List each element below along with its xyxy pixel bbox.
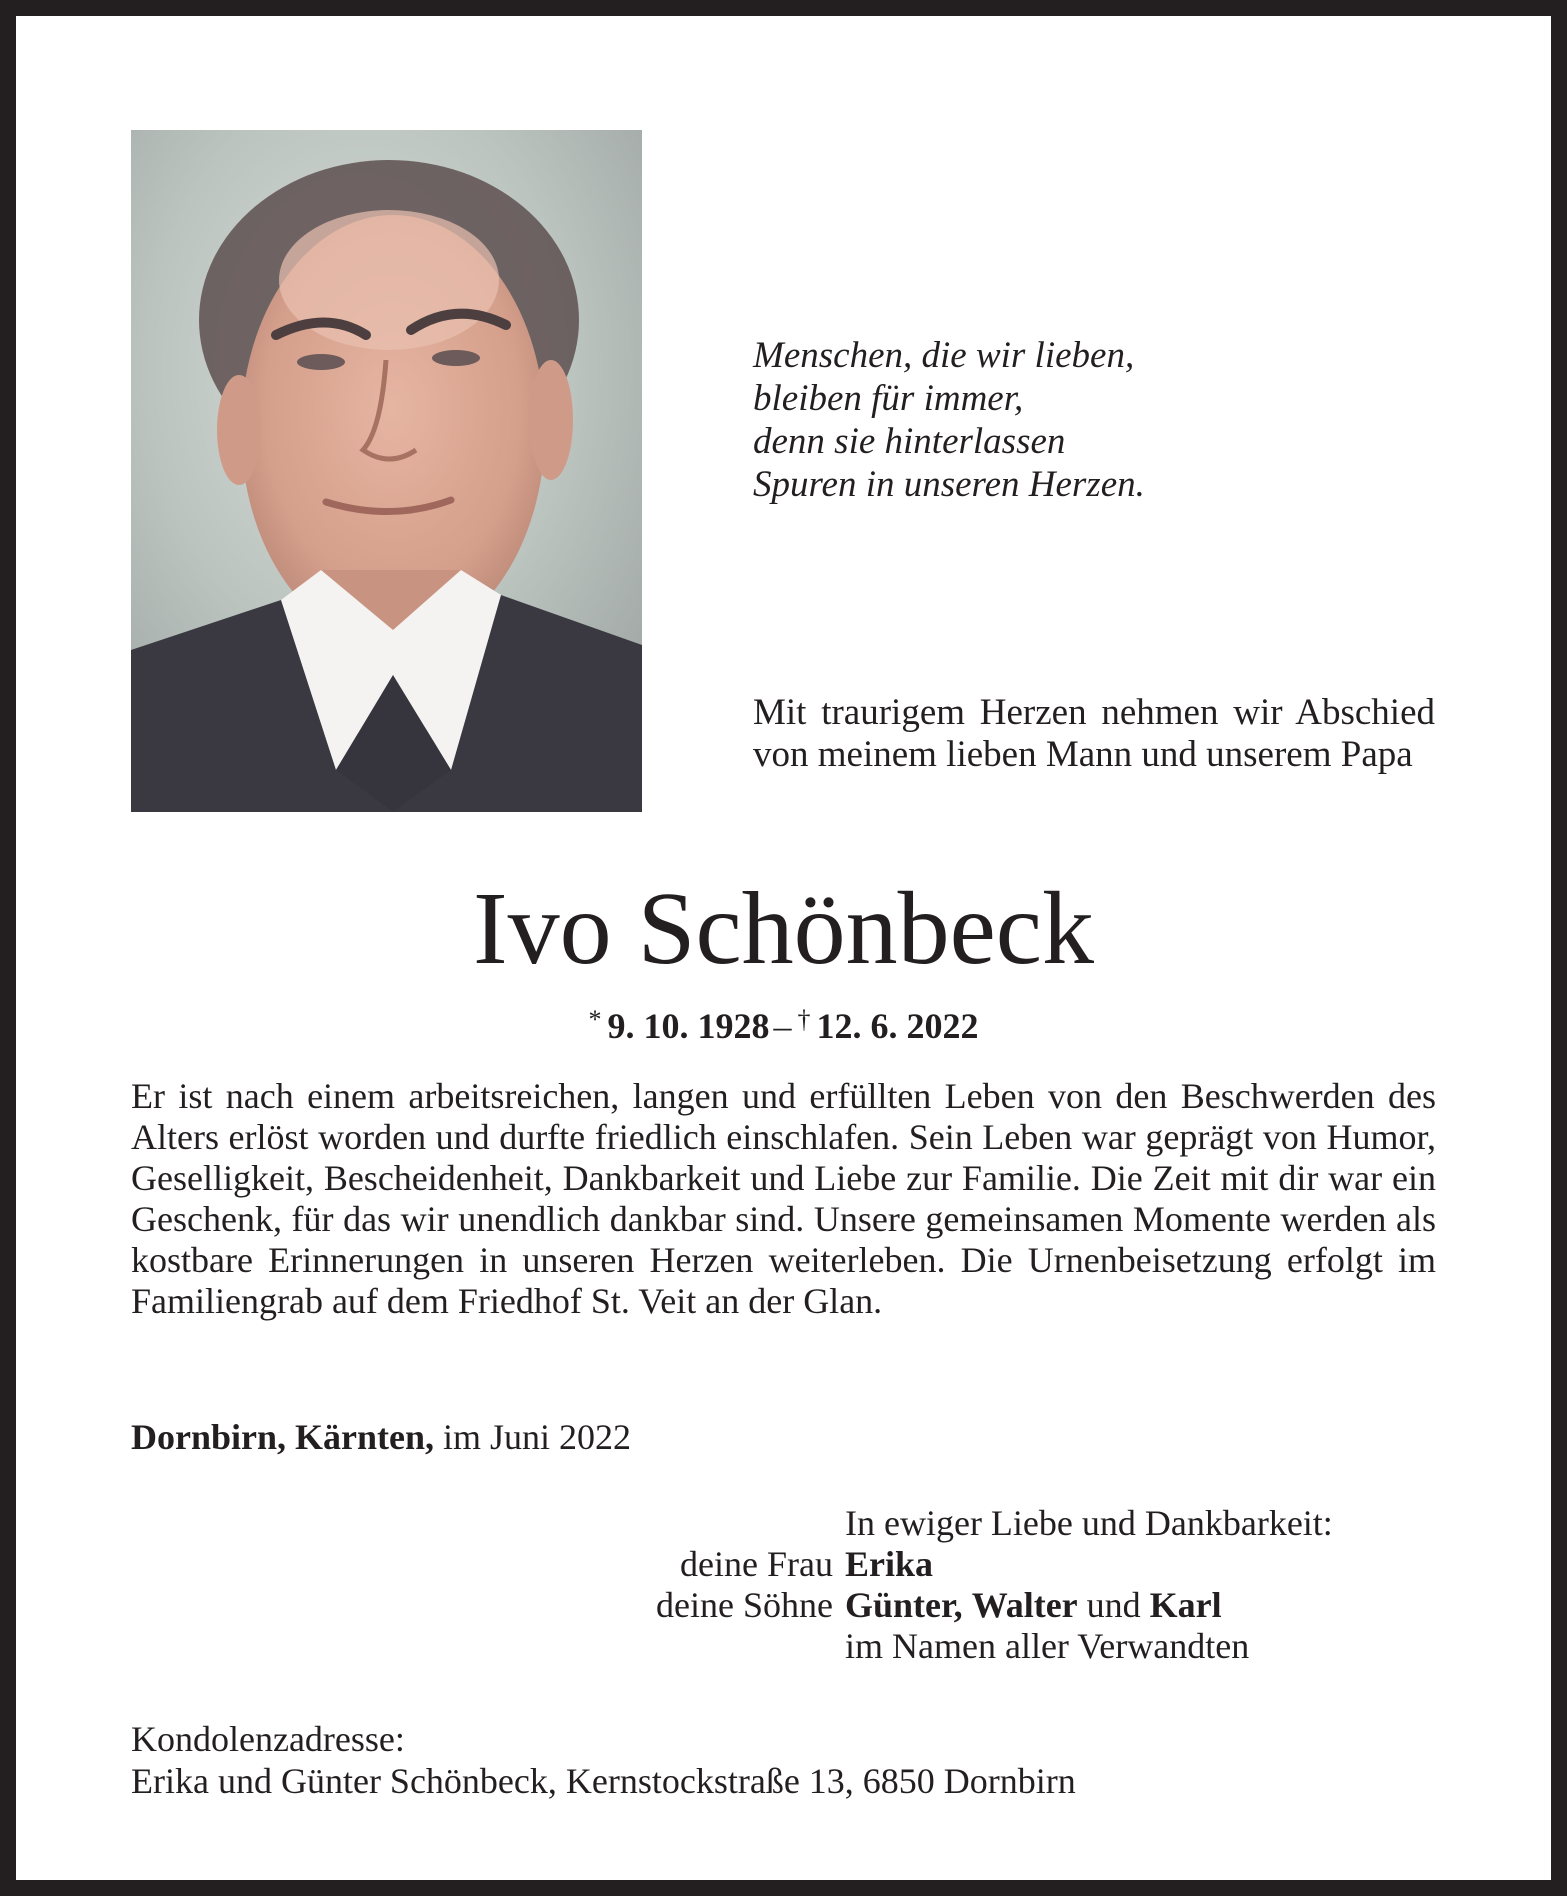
obituary-body-text: Er ist nach einem arbeitsreichen, langen und erfüllten Leben von den Beschwerden des Alters erlöst worden und durfte friedlich einschlafen. Sein Leben war geprägt von Humor, Geselligkeit, Bescheidenheit, Dankbarkeit und Liebe zur Familie. Die Zeit mit dir war ein Geschenk, für das wir unendlich dankbar sind. Unsere gemeinsamen Momente werden als kostbare Erinnerungen in unseren Herzen weiterleben. Die Urnenbeisetzung erfolgt im Familiengrab auf dem Friedhof St. Veit an der Glan.: [131, 1076, 1436, 1321]
deceased-name: Ivo Schönbeck: [473, 871, 1094, 986]
place-location: Dornbirn, Kärnten,: [131, 1417, 435, 1457]
signature-block: [16, 1503, 1436, 1667]
quote-line: Menschen, die wir lieben,: [753, 335, 1135, 376]
signature-sons-row: [16, 1585, 1436, 1626]
obituary-page: [16, 16, 1551, 1880]
death-cross-icon: †: [797, 1005, 811, 1034]
signature-heading: In ewiger Liebe und Dankbarkeit:: [845, 1503, 1333, 1543]
signature-label-spacer: [16, 1626, 845, 1667]
portrait-photo: [131, 130, 642, 812]
conjunction: und: [1086, 1585, 1141, 1625]
signature-wife-row: [16, 1544, 1436, 1585]
birth-date: 9. 10. 1928: [607, 1006, 770, 1046]
place-and-date: [131, 1416, 631, 1458]
quote-line: Spuren in unseren Herzen.: [753, 464, 1145, 505]
quote-line: denn sie hinterlassen: [753, 421, 1066, 462]
wife-label: deine Frau: [680, 1544, 833, 1584]
date-dash: –: [773, 1006, 792, 1046]
birth-star-icon: *: [588, 1005, 602, 1034]
sons-label: deine Söhne: [656, 1585, 833, 1625]
condolence-label: Kondolenzadresse:: [131, 1719, 405, 1759]
condolence-address-line: Erika und Günter Schönbeck, Kernstockstraße 13, 6850 Dornbirn: [131, 1761, 1076, 1801]
quote-line: bleiben für immer,: [753, 378, 1024, 419]
intro-text: Mit traurigem Herzen nehmen wir Abschied von meinem lieben Mann und unserem Papa: [753, 692, 1435, 775]
son-name: Günter,: [845, 1585, 963, 1625]
signature-closing: im Namen aller Verwandten: [845, 1626, 1250, 1666]
death-date: 12. 6. 2022: [816, 1006, 979, 1046]
wife-name: Erika: [845, 1544, 934, 1584]
memorial-quote: [753, 334, 1145, 506]
portrait-image-icon: [131, 130, 642, 812]
place-date: im Juni 2022: [443, 1417, 632, 1457]
signature-label-spacer: [16, 1503, 845, 1544]
life-dates: [16, 1000, 1551, 1046]
son-name: Walter: [971, 1585, 1078, 1625]
son-name: Karl: [1149, 1585, 1222, 1625]
condolence-address: [131, 1718, 1076, 1802]
